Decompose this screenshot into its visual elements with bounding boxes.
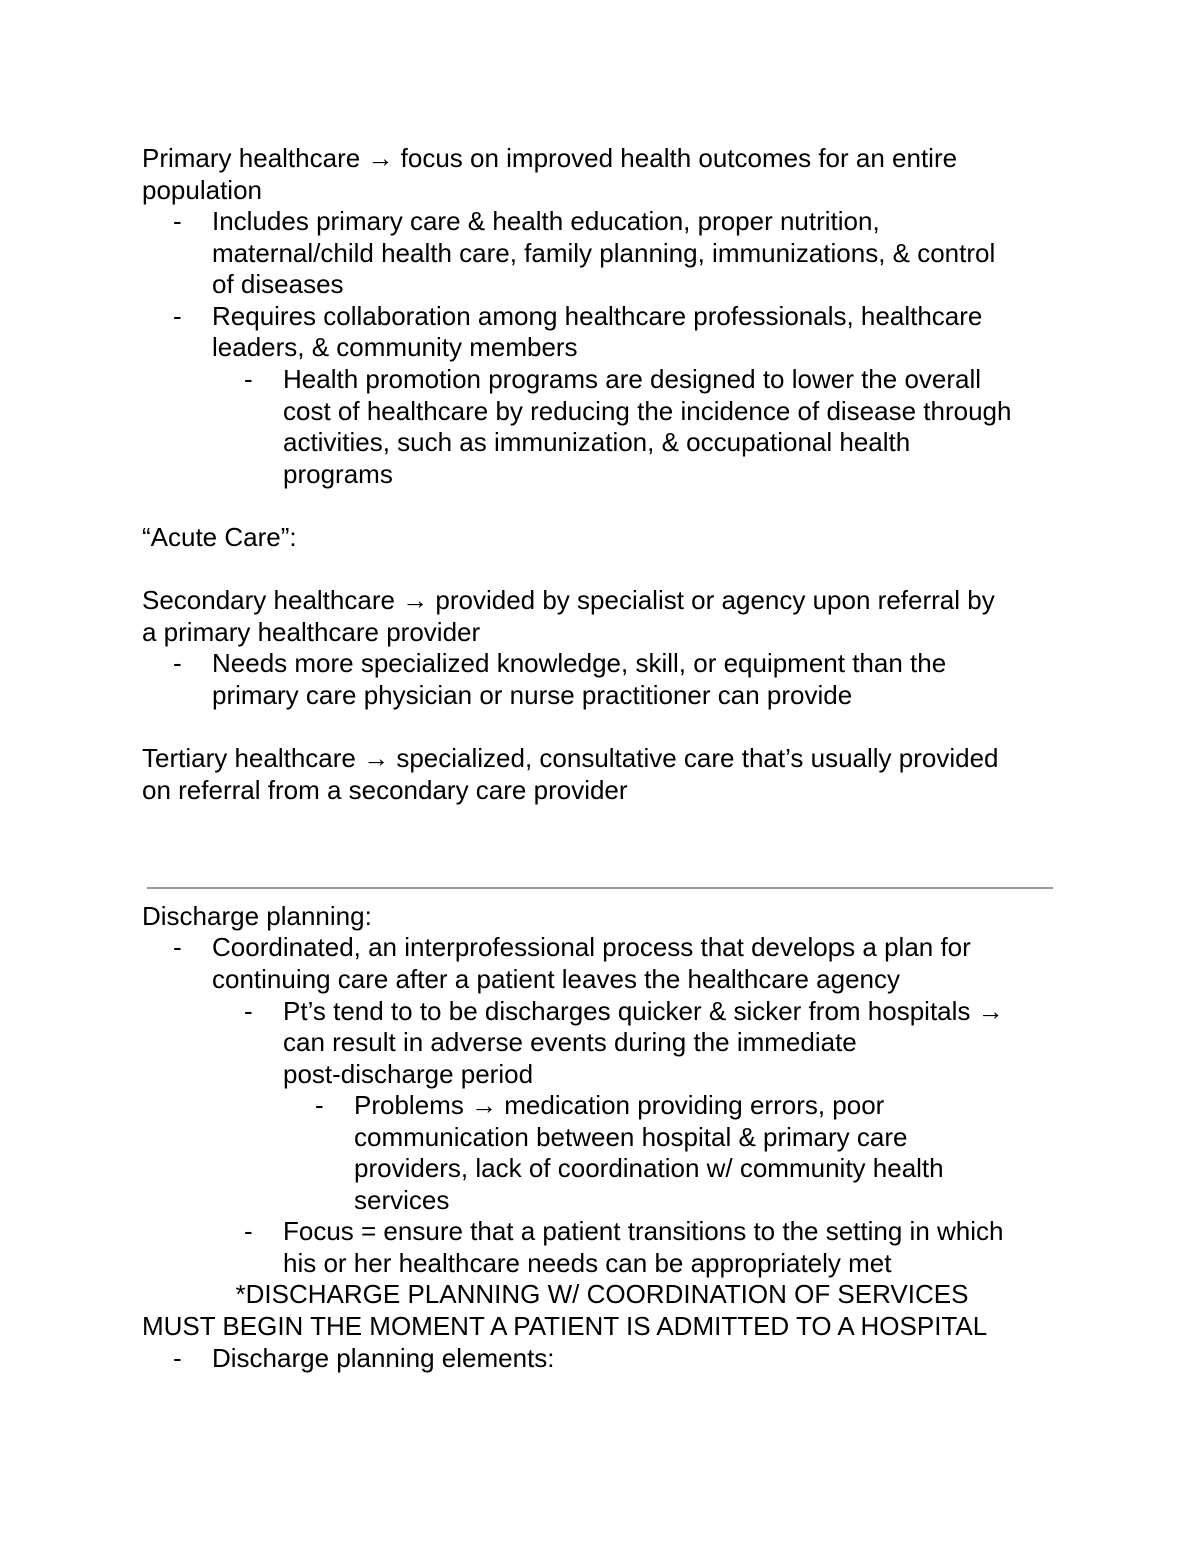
discharge-note-line-1: *DISCHARGE PLANNING W/ COORDINATION OF SERVICES bbox=[235, 1279, 969, 1309]
primary-bullet-2-line-1: Requires collaboration among healthcare professionals, healthcare bbox=[212, 301, 983, 331]
secondary-heading-line-2: a primary healthcare provider bbox=[142, 617, 481, 647]
bullet-dash: - bbox=[173, 932, 182, 962]
primary-subbullet-line-3: activities, such as immunization, & occupational health bbox=[283, 427, 911, 457]
primary-bullet-1-line-1: Includes primary care & health education, proper nutrition, bbox=[212, 206, 880, 236]
discharge-subbullet-2-line-1: Focus = ensure that a patient transitions to the setting in which bbox=[283, 1216, 1004, 1246]
acute-care-label: “Acute Care”: bbox=[142, 522, 297, 552]
bullet-dash: - bbox=[244, 996, 253, 1026]
secondary-bullet-line-1: Needs more specialized knowledge, skill, or equipment than the bbox=[212, 648, 947, 678]
discharge-bullet-1-line-1: Coordinated, an interprofessional process that develops a plan for bbox=[212, 932, 971, 962]
bullet-dash: - bbox=[244, 364, 253, 394]
bullet-dash: - bbox=[173, 1343, 182, 1373]
bullet-dash: - bbox=[173, 648, 182, 678]
secondary-bullet-line-2: primary care physician or nurse practitioner can provide bbox=[212, 680, 853, 710]
discharge-subbullet-1-line-3: post-discharge period bbox=[283, 1059, 534, 1089]
primary-bullet-1-line-2: maternal/child health care, family planning, immunizations, & control bbox=[212, 238, 996, 268]
primary-bullet-2-line-2: leaders, & community members bbox=[212, 332, 578, 362]
tertiary-heading-line-1: Tertiary healthcare → specialized, consultative care that’s usually provided bbox=[142, 743, 999, 773]
discharge-subbullet-1-line-1: Pt’s tend to to be discharges quicker & sicker from hospitals → bbox=[283, 996, 1004, 1026]
discharge-bullet-2: Discharge planning elements: bbox=[212, 1343, 555, 1373]
discharge-subsubbullet-line-4: services bbox=[354, 1185, 450, 1215]
discharge-note-line-2: MUST BEGIN THE MOMENT A PATIENT IS ADMITTED TO A HOSPITAL bbox=[142, 1311, 988, 1341]
primary-subbullet-line-1: Health promotion programs are designed to lower the overall bbox=[283, 364, 982, 394]
discharge-heading: Discharge planning: bbox=[142, 901, 372, 931]
bullet-dash: - bbox=[244, 1216, 253, 1246]
primary-heading-line-2: population bbox=[142, 175, 262, 205]
tertiary-heading-line-2: on referral from a secondary care provider bbox=[142, 775, 628, 805]
bullet-dash: - bbox=[173, 301, 182, 331]
discharge-subbullet-2-line-2: his or her healthcare needs can be appropriately met bbox=[283, 1248, 892, 1278]
discharge-bullet-1-line-2: continuing care after a patient leaves the healthcare agency bbox=[212, 964, 901, 994]
discharge-subsubbullet-line-1: Problems → medication providing errors, poor bbox=[354, 1090, 885, 1120]
primary-bullet-1-line-3: of diseases bbox=[212, 269, 344, 299]
secondary-heading-line-1: Secondary healthcare → provided by specialist or agency upon referral by bbox=[142, 585, 995, 615]
horizontal-divider bbox=[147, 887, 1053, 889]
primary-heading-line-1: Primary healthcare → focus on improved health outcomes for an entire bbox=[142, 143, 958, 173]
discharge-subsubbullet-line-2: communication between hospital & primary care bbox=[354, 1122, 908, 1152]
discharge-subbullet-1-line-2: can result in adverse events during the immediate bbox=[283, 1027, 857, 1057]
primary-subbullet-line-2: cost of healthcare by reducing the incidence of disease through bbox=[283, 396, 1012, 426]
discharge-subsubbullet-line-3: providers, lack of coordination w/ community health bbox=[354, 1153, 944, 1183]
primary-subbullet-line-4: programs bbox=[283, 459, 393, 489]
bullet-dash: - bbox=[315, 1090, 324, 1120]
bullet-dash: - bbox=[173, 206, 182, 236]
